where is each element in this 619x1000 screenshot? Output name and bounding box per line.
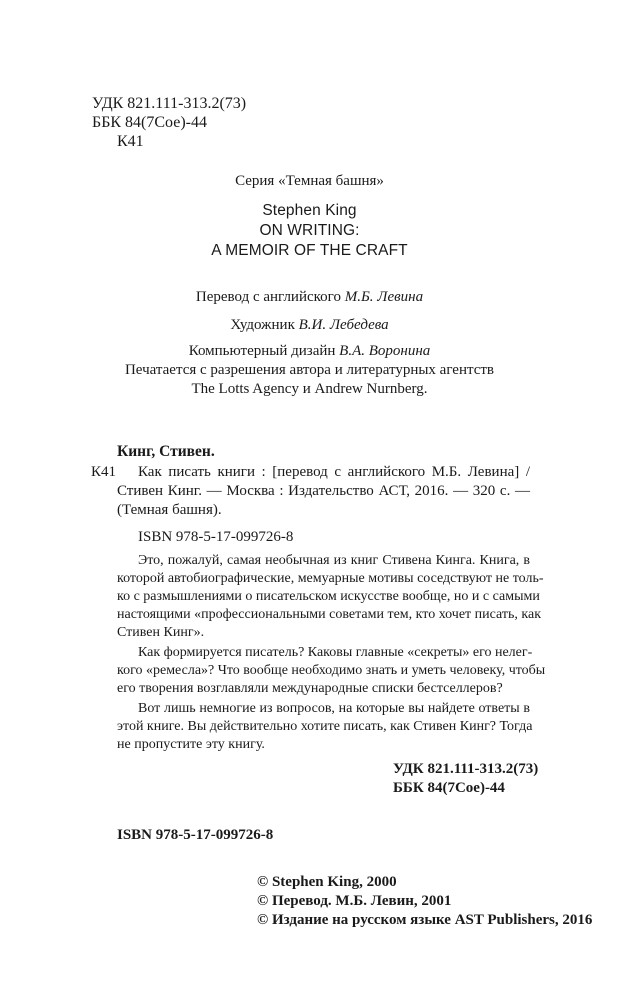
annotation-p2-line3: его творения возглавляли международные списки бестселлеров? xyxy=(117,681,503,696)
original-title-line2: A MEMOIR OF THE CRAFT xyxy=(211,242,408,259)
annotation-p2-line2: кого «ремесла»? Что вообще необходимо знать и уметь человеку, чтобы xyxy=(117,663,546,678)
catalog-entry-line3: (Темная башня). xyxy=(117,502,222,518)
annotation-p1-line1: Это, пожалуй, самая необычная из книг Стивена Кинга. Книга, в xyxy=(138,553,530,568)
catalog-cutter: К41 xyxy=(91,464,117,480)
designer-credit xyxy=(0,342,619,360)
translator-credit xyxy=(0,288,619,306)
copyright-line2: © Перевод. М.Б. Левин, 2001 xyxy=(257,893,452,909)
catalog-entry-line1: Как писать книги : [перевод с английского М.Б. Левина] / xyxy=(138,464,530,480)
annotation-p3-line3: не пропустите эту книгу. xyxy=(117,737,265,752)
annotation-p1-line3: ко с размышлениями о писательском искусстве вообще, но и с самыми xyxy=(117,589,540,604)
copyright-line1: © Stephen King, 2000 xyxy=(257,874,397,890)
original-title-line1: ON WRITING: xyxy=(259,222,360,239)
cutter-code-header: К41 xyxy=(117,133,144,150)
catalog-author-heading: Кинг, Стивен. xyxy=(117,443,215,460)
artist-prefix: Художник xyxy=(230,317,299,333)
permission-line1: Печатается с разрешения автора и литературных агентств xyxy=(124,362,495,378)
artist-credit xyxy=(0,316,619,334)
translator-prefix: Перевод с английского xyxy=(195,289,345,305)
original-author: Stephen King xyxy=(262,202,357,219)
udk-code-footer: УДК 821.111-313.2(73) xyxy=(393,761,539,777)
catalog-isbn: ISBN 978-5-17-099726-8 xyxy=(138,529,294,545)
bbk-code-footer: ББК 84(7Сое)-44 xyxy=(393,780,505,796)
designer-prefix: Компьютерный дизайн xyxy=(188,343,340,359)
bbk-code-header: ББК 84(7Сое)-44 xyxy=(92,114,207,131)
translator-name: М.Б. Левина xyxy=(344,289,424,305)
copyright-line3: © Издание на русском языке AST Publishers, 2016 xyxy=(257,912,593,928)
artist-name: В.И. Лебедева xyxy=(298,317,389,333)
catalog-entry-line2: Стивен Кинг. — Москва : Издательство АСТ, 2016. — 320 с. — xyxy=(117,483,530,499)
permission-line2: The Lotts Agency и Andrew Nurnberg. xyxy=(191,381,428,397)
designer-name: В.А. Воронина xyxy=(339,343,431,359)
series-title: Серия «Темная башня» xyxy=(235,173,384,189)
isbn-bold: ISBN 978-5-17-099726-8 xyxy=(117,827,274,843)
udk-code-header: УДК 821.111-313.2(73) xyxy=(92,95,247,112)
annotation-p3-line1: Вот лишь немногие из вопросов, на которые вы найдете ответы в xyxy=(138,701,530,716)
annotation-p2-line1: Как формируется писатель? Каковы главные «секреты» его нелег- xyxy=(138,645,533,660)
annotation-p1-line5: Стивен Кинг». xyxy=(117,625,205,640)
annotation-p1-line4: настоящими «профессиональными советами тем, кто хочет писать, как xyxy=(117,607,542,622)
annotation-p3-line2: этой книге. Вы действительно хотите писать, как Стивен Кинг? Тогда xyxy=(117,719,533,734)
annotation-p1-line2: которой автобиографические, мемуарные мотивы соседствуют не толь- xyxy=(117,571,544,586)
